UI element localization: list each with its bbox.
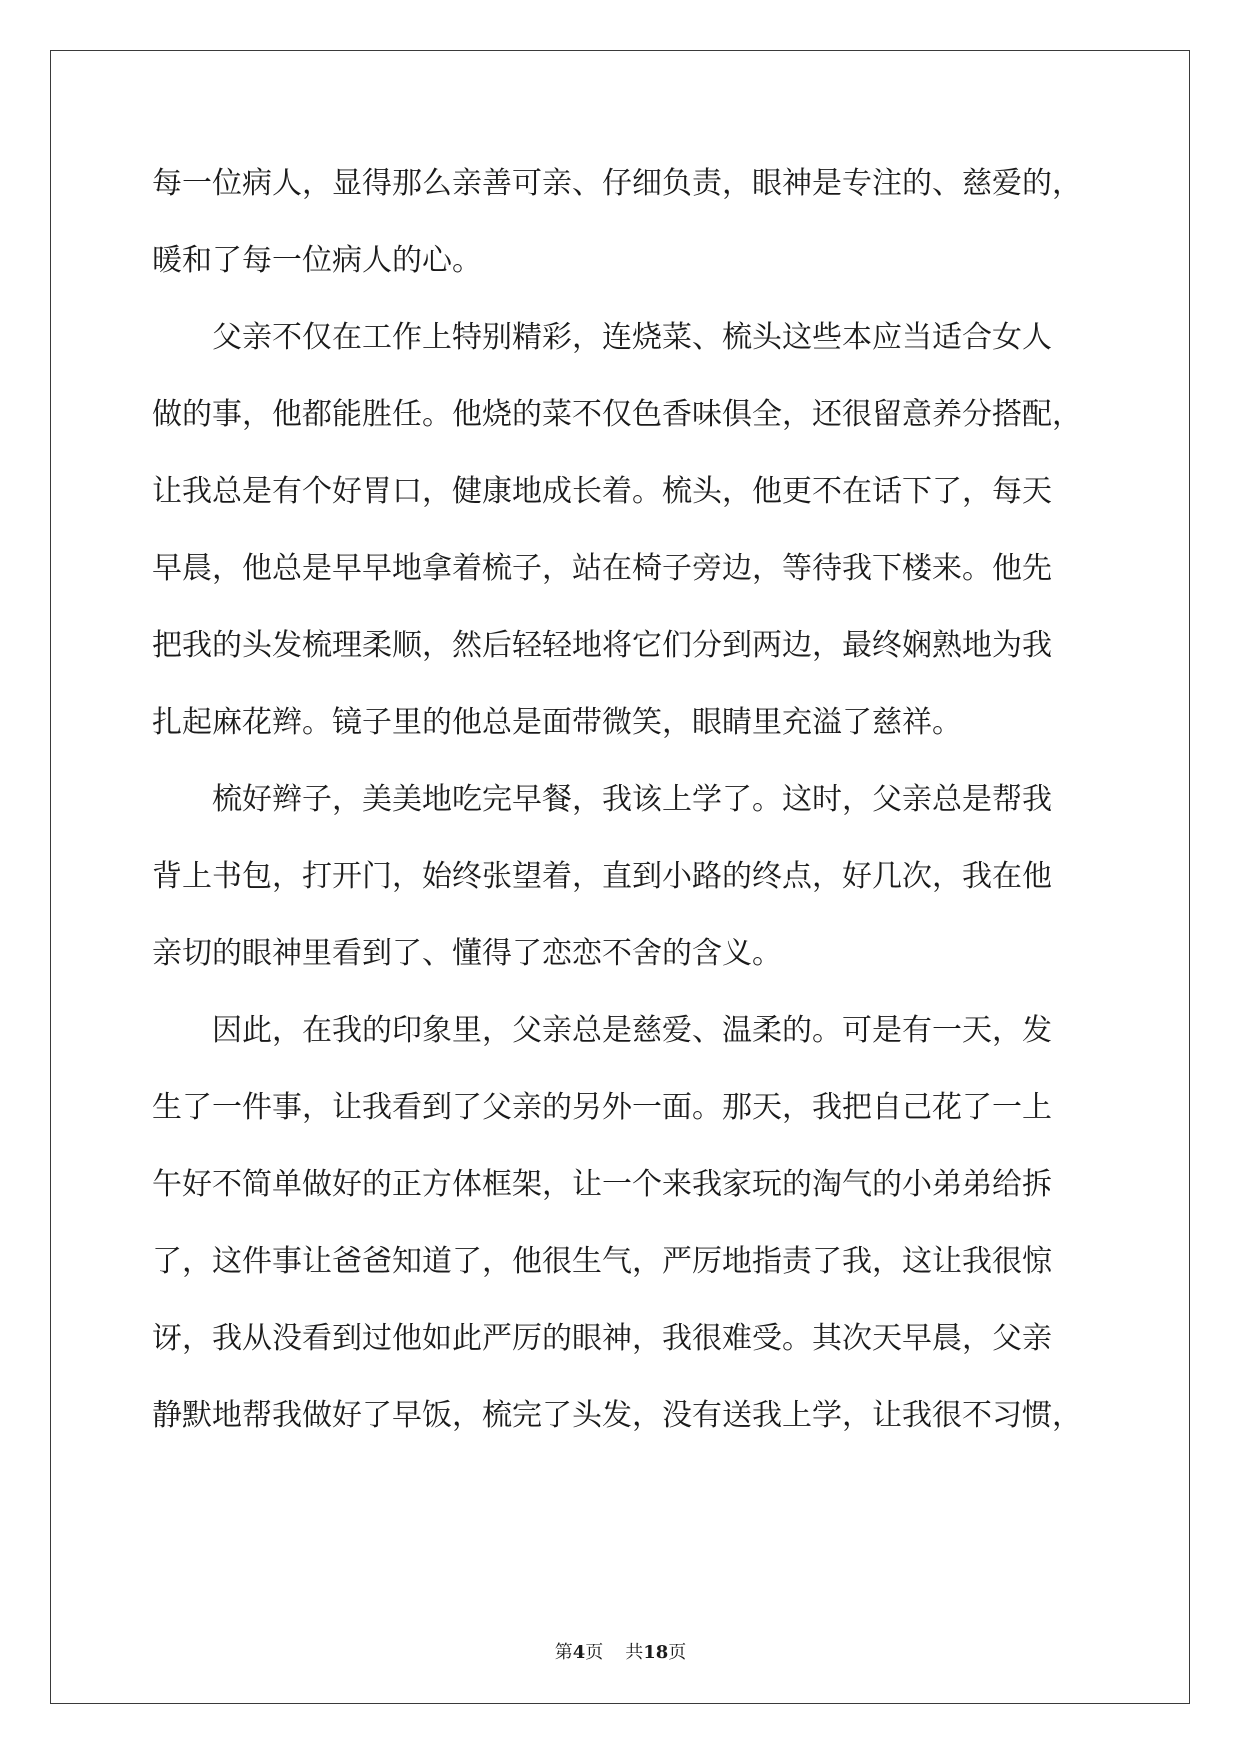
- current-page-number: 4: [572, 1642, 586, 1663]
- text-line: 生了一件事，让我看到了父亲的另外一面。那天，我把自己花了一上: [152, 1090, 1052, 1125]
- text-line: 早晨，他总是早早地拿着梳子，站在椅子旁边，等待我下楼来。他先: [152, 551, 1052, 586]
- text-line: 亲切的眼神里看到了、懂得了恋恋不舍的含义。: [152, 936, 782, 971]
- page-footer: [0, 1641, 1241, 1665]
- total-suffix: 页: [668, 1642, 687, 1663]
- text-line: 暖和了每一位病人的心。: [152, 243, 482, 278]
- page-suffix: 页: [585, 1642, 604, 1663]
- text-line: 父亲不仅在工作上特别精彩，连烧菜、梳头这些本应当适合女人: [152, 320, 1052, 355]
- text-line: 静默地帮我做好了早饭，梳完了头发，没有送我上学，让我很不习惯，: [152, 1398, 1082, 1433]
- page-prefix: 第: [554, 1642, 573, 1663]
- total-prefix: 共: [625, 1642, 644, 1663]
- text-line: 因此，在我的印象里，父亲总是慈爱、温柔的。可是有一天，发: [152, 1013, 1052, 1048]
- text-line: 扎起麻花辫。镜子里的他总是面带微笑，眼睛里充溢了慈祥。: [152, 705, 962, 740]
- text-line: 梳好辫子，美美地吃完早餐，我该上学了。这时，父亲总是帮我: [152, 782, 1052, 817]
- text-line: 午好不简单做好的正方体框架，让一个来我家玩的淘气的小弟弟给拆: [152, 1167, 1052, 1202]
- total-page-count: 18: [643, 1642, 669, 1663]
- document-body: [152, 164, 1092, 1473]
- text-line: 了，这件事让爸爸知道了，他很生气，严厉地指责了我，这让我很惊: [152, 1244, 1052, 1279]
- text-line: 背上书包，打开门，始终张望着，直到小路的终点，好几次，我在他: [152, 859, 1052, 894]
- text-line: 把我的头发梳理柔顺，然后轻轻地将它们分到两边，最终娴熟地为我: [152, 628, 1052, 663]
- text-line: 讶，我从没看到过他如此严厉的眼神，我很难受。其次天早晨，父亲: [152, 1321, 1052, 1356]
- text-line: 让我总是有个好胃口，健康地成长着。梳头，他更不在话下了，每天: [152, 474, 1052, 509]
- text-line: 做的事，他都能胜任。他烧的菜不仅色香味俱全，还很留意养分搭配，: [152, 397, 1082, 432]
- text-line: 每一位病人，显得那么亲善可亲、仔细负责，眼神是专注的、慈爱的，: [152, 166, 1082, 201]
